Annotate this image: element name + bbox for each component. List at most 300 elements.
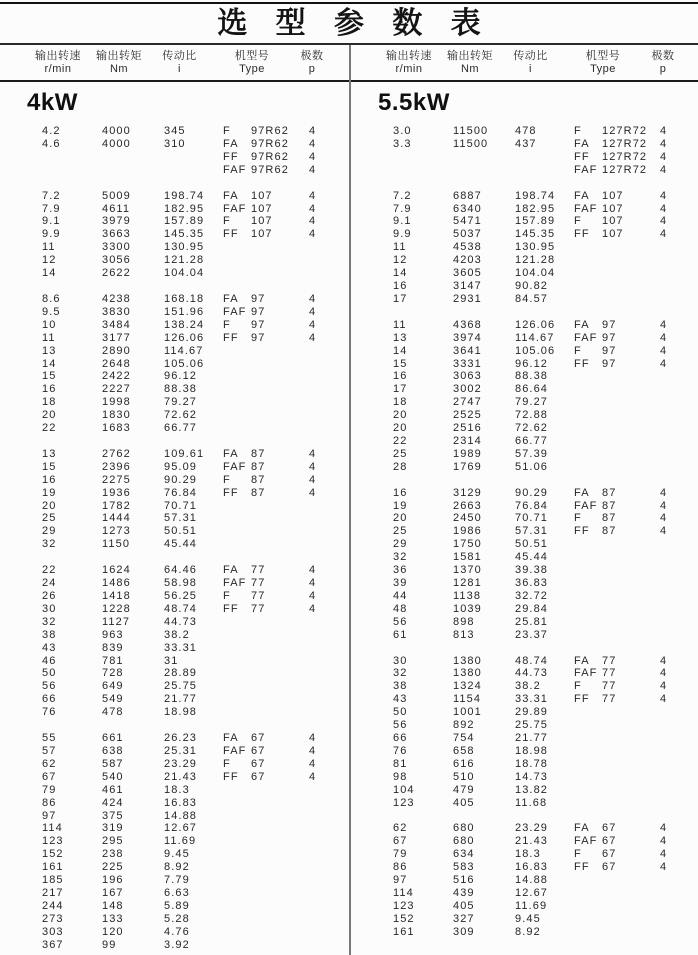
- output-torque-cell: 4368: [453, 318, 482, 331]
- table-row: [351, 590, 698, 603]
- table-row: [0, 474, 349, 487]
- output-torque-cell: 754: [453, 731, 475, 744]
- table-row: [0, 125, 349, 138]
- table-row: [0, 577, 349, 590]
- output-torque-cell: 99: [102, 938, 117, 951]
- output-speed-cell: 9.1: [42, 215, 61, 228]
- output-speed-cell: 7.2: [42, 189, 61, 202]
- output-speed-cell: 97: [393, 874, 408, 887]
- type-prefix-cell: [223, 706, 251, 719]
- output-torque-cell: 781: [102, 654, 124, 667]
- type-prefix-cell: [574, 603, 602, 616]
- table-row: [0, 306, 349, 319]
- output-speed-cell: 97: [42, 809, 57, 822]
- type-model-cell: 97: [251, 292, 266, 305]
- type-prefix-cell: [223, 409, 251, 422]
- type-prefix-cell: [574, 732, 602, 745]
- output-speed-cell: 15: [393, 357, 408, 370]
- output-torque-cell: 120: [102, 925, 124, 938]
- output-torque-cell: 540: [102, 770, 124, 783]
- type-prefix-cell: FA: [223, 732, 239, 745]
- poles-cell: [660, 448, 698, 461]
- output-torque-cell: 2314: [453, 434, 482, 447]
- ratio-cell: 66.77: [515, 434, 549, 447]
- type-prefix-cell: [574, 784, 602, 797]
- poles-cell: [309, 254, 349, 267]
- table-row: [0, 538, 349, 551]
- output-torque-cell: 661: [102, 732, 124, 745]
- type-model-cell: 87: [602, 525, 617, 538]
- type-prefix-cell: [223, 538, 251, 551]
- output-torque-cell: 3484: [102, 318, 131, 331]
- output-torque-cell: 3979: [102, 215, 131, 228]
- table-row: [351, 577, 698, 590]
- output-torque-cell: 1380: [453, 654, 482, 667]
- poles-cell: 4: [309, 125, 317, 137]
- output-speed-cell: 3.3: [393, 137, 412, 150]
- table-row: [0, 409, 349, 422]
- type-model-cell: 67: [251, 757, 266, 770]
- table-row: [351, 370, 698, 383]
- output-speed-cell: 22: [42, 422, 57, 435]
- type-model-cell: 97: [251, 318, 266, 331]
- table-row: [0, 926, 349, 939]
- poles-cell: [309, 797, 349, 810]
- page-title: 选 型 参 数 表: [217, 7, 491, 40]
- output-torque-cell: 5471: [453, 215, 482, 228]
- output-speed-cell: 152: [42, 848, 64, 861]
- poles-cell: [660, 254, 698, 267]
- table-row: [0, 203, 349, 216]
- output-speed-cell: 25: [393, 447, 408, 460]
- type-model-cell: [251, 680, 309, 693]
- output-torque-cell: 2663: [453, 499, 482, 512]
- column-header-label: 传动比: [162, 50, 197, 62]
- output-speed-cell: 19: [393, 499, 408, 512]
- ratio-cell: 5.28: [164, 912, 190, 925]
- type-model-cell: [251, 500, 309, 513]
- type-model-cell: [602, 241, 660, 254]
- ratio-cell: 16.83: [164, 796, 198, 809]
- ratio-cell: 64.46: [164, 564, 198, 577]
- ratio-cell: 23.29: [164, 757, 198, 770]
- poles-cell: [309, 409, 349, 422]
- ratio-cell: 3.92: [164, 938, 190, 951]
- type-model-cell: 77: [602, 654, 617, 667]
- poles-cell: [660, 564, 698, 577]
- output-speed-cell: 114: [42, 822, 63, 835]
- type-model-cell: [602, 435, 660, 448]
- type-prefix-cell: [574, 590, 602, 603]
- ratio-cell: 168.18: [164, 292, 205, 305]
- output-torque-cell: 319: [102, 822, 124, 835]
- table-row: [351, 629, 698, 642]
- gear-size-block: [351, 655, 698, 810]
- poles-cell: [660, 241, 698, 254]
- output-torque-cell: 3177: [102, 331, 131, 344]
- ratio-cell: 48.74: [515, 654, 549, 667]
- table-row: [351, 797, 698, 810]
- type-model-cell: 87: [251, 460, 266, 473]
- type-model-cell: [251, 667, 309, 680]
- output-speed-cell: 28: [393, 460, 408, 473]
- poles-cell: 4: [309, 305, 317, 318]
- type-model-cell: 97R62: [251, 150, 289, 163]
- ratio-cell: 21.43: [164, 770, 198, 783]
- table-row: [0, 913, 349, 926]
- output-torque-cell: 1418: [102, 590, 131, 602]
- ratio-cell: 8.92: [164, 861, 190, 874]
- output-torque-cell: 680: [453, 835, 475, 848]
- poles-cell: [309, 422, 349, 435]
- column-header-label: 输出转矩: [447, 50, 493, 62]
- type-prefix-cell: FAF: [223, 202, 247, 215]
- output-speed-cell: 9.9: [393, 228, 412, 241]
- poles-cell: 4: [309, 590, 317, 602]
- output-torque-cell: 2622: [102, 267, 131, 280]
- ratio-cell: 72.88: [515, 409, 549, 422]
- output-speed-cell: 32: [42, 538, 57, 551]
- poles-cell: [309, 913, 349, 926]
- output-torque-cell: 424: [102, 796, 124, 809]
- poles-cell: 4: [309, 473, 317, 486]
- table-half-5-5kW: [349, 45, 698, 955]
- ratio-cell: 12.67: [515, 886, 549, 899]
- output-torque-cell: 3641: [453, 344, 482, 357]
- output-torque-cell: 327: [453, 912, 475, 925]
- poles-cell: [660, 538, 698, 551]
- type-model-cell: [602, 745, 660, 758]
- type-prefix-cell: [223, 810, 251, 823]
- table-row: [351, 926, 698, 939]
- type-model-cell: 107: [602, 215, 624, 228]
- header-unit-row: [351, 63, 698, 76]
- column-header-unit: r/min: [44, 63, 72, 75]
- poles-cell: 4: [309, 744, 317, 757]
- poles-cell: [309, 822, 349, 835]
- ratio-cell: 86.64: [515, 383, 549, 396]
- poles-cell: [660, 396, 698, 409]
- output-torque-cell: 583: [453, 861, 475, 874]
- type-model-cell: 97: [602, 331, 617, 344]
- type-prefix-cell: FAF: [574, 202, 598, 215]
- poles-cell: [309, 655, 349, 668]
- output-speed-cell: 16: [42, 383, 57, 396]
- ratio-cell: 66.77: [164, 422, 198, 435]
- output-speed-cell: 16: [393, 370, 408, 383]
- table-row: [351, 293, 698, 306]
- table-row: [351, 151, 698, 164]
- output-speed-cell: 3.0: [393, 125, 412, 137]
- ratio-cell: 11.69: [515, 899, 548, 912]
- type-model-cell: 97: [602, 344, 617, 357]
- output-torque-cell: [453, 164, 515, 177]
- table-row: [0, 267, 349, 280]
- type-model-cell: [602, 396, 660, 409]
- poles-cell: 4: [660, 202, 668, 215]
- type-model-cell: 97: [251, 305, 266, 318]
- output-torque-cell: 1281: [453, 577, 482, 589]
- type-prefix-cell: [574, 538, 602, 551]
- type-prefix-cell: FAF: [223, 163, 247, 176]
- type-prefix-cell: [574, 370, 602, 383]
- table-row: [0, 655, 349, 668]
- gear-size-block: [0, 190, 349, 280]
- output-torque-cell: 839: [102, 641, 124, 654]
- type-model-cell: [251, 874, 309, 887]
- poles-cell: [660, 926, 698, 939]
- ratio-cell: [164, 151, 223, 164]
- output-speed-cell: 86: [393, 861, 408, 874]
- ratio-cell: 25.75: [515, 719, 549, 732]
- type-model-cell: [602, 293, 660, 306]
- type-prefix-cell: [223, 939, 251, 952]
- output-torque-cell: 3974: [453, 331, 482, 344]
- poles-cell: [309, 500, 349, 513]
- output-speed-cell: 9.1: [393, 215, 412, 228]
- output-speed-cell: 13: [393, 331, 408, 344]
- type-model-cell: [251, 538, 309, 551]
- poles-cell: 4: [660, 150, 668, 163]
- ratio-cell: 51.06: [515, 460, 549, 473]
- type-prefix-cell: FA: [223, 564, 239, 577]
- poles-cell: 4: [309, 202, 317, 215]
- type-prefix-cell: FF: [574, 525, 590, 538]
- top-rule: [0, 2, 698, 4]
- type-model-cell: 77: [602, 667, 617, 680]
- header-unit-row: [0, 63, 349, 76]
- poles-cell: 4: [309, 318, 317, 331]
- table-row: [0, 461, 349, 474]
- type-model-cell: [251, 913, 309, 926]
- ratio-cell: 114.67: [515, 331, 555, 344]
- type-prefix-cell: [574, 577, 602, 590]
- column-header-label: 机型号: [585, 50, 621, 62]
- output-torque-cell: 2275: [102, 473, 131, 486]
- output-speed-cell: 66: [393, 731, 408, 744]
- table-row: [0, 151, 349, 164]
- poles-cell: 4: [309, 460, 317, 473]
- output-speed-cell: 29: [393, 538, 408, 551]
- table-row: [0, 629, 349, 642]
- table-row: [351, 874, 698, 887]
- output-torque-cell: 1486: [102, 577, 131, 590]
- poles-cell: [660, 435, 698, 448]
- ratio-cell: 310: [164, 137, 186, 150]
- output-torque-cell: 196: [102, 874, 124, 887]
- type-prefix-cell: FF: [574, 861, 590, 874]
- ratio-cell: 23.37: [515, 628, 549, 641]
- output-torque-cell: 6887: [453, 189, 482, 202]
- output-speed-cell: 81: [393, 757, 408, 770]
- column-header-unit: Nm: [109, 63, 129, 75]
- poles-cell: 4: [309, 228, 317, 241]
- type-model-cell: [602, 280, 660, 293]
- output-torque-cell: 892: [453, 719, 475, 732]
- type-model-cell: [602, 551, 660, 564]
- type-prefix-cell: F: [574, 215, 582, 228]
- column-header-label: 传动比: [513, 50, 548, 62]
- ratio-cell: 50.51: [515, 538, 549, 551]
- ratio-cell: 4.76: [164, 925, 190, 938]
- ratio-cell: 157.89: [515, 215, 556, 228]
- table-row: [351, 422, 698, 435]
- output-speed-cell: 4.2: [42, 125, 61, 137]
- column-header-unit: p: [308, 63, 316, 75]
- type-prefix-cell: [223, 267, 251, 280]
- ratio-cell: 198.74: [515, 189, 556, 202]
- type-prefix-cell: [574, 758, 602, 771]
- ratio-cell: 130.95: [515, 241, 556, 254]
- output-torque-cell: 634: [453, 848, 475, 861]
- type-model-cell: 87: [602, 499, 617, 512]
- output-speed-cell: 62: [42, 757, 57, 770]
- type-prefix-cell: [223, 874, 251, 887]
- header-label-row: [0, 50, 349, 63]
- ratio-cell: 50.51: [164, 525, 198, 538]
- type-prefix-cell: FA: [574, 486, 590, 499]
- output-torque-cell: 3300: [102, 241, 131, 254]
- type-model-cell: 77: [251, 602, 266, 615]
- output-torque-cell: 3663: [102, 228, 131, 241]
- type-model-cell: [251, 835, 309, 848]
- output-torque-cell: 478: [102, 706, 124, 719]
- output-speed-cell: 123: [393, 796, 415, 809]
- poles-cell: 4: [309, 486, 317, 499]
- type-prefix-cell: FF: [223, 486, 239, 499]
- output-speed-cell: 11: [393, 318, 407, 331]
- ratio-cell: 23.29: [515, 822, 549, 835]
- table-row: [0, 732, 349, 745]
- ratio-cell: 7.79: [164, 874, 190, 887]
- poles-cell: 4: [660, 228, 668, 241]
- type-model-cell: 127R72: [602, 125, 648, 137]
- table-row: [351, 138, 698, 151]
- output-speed-cell: 32: [42, 615, 57, 628]
- type-model-cell: [251, 267, 309, 280]
- output-speed-cell: 152: [393, 912, 415, 925]
- poles-cell: 4: [309, 189, 317, 202]
- type-model-cell: [602, 254, 660, 267]
- column-header-label: 极数: [651, 50, 675, 62]
- poles-cell: [309, 680, 349, 693]
- type-model-cell: 67: [251, 770, 266, 783]
- output-torque-cell: 1683: [102, 422, 131, 435]
- type-prefix-cell: [223, 642, 251, 655]
- ratio-cell: 57.31: [515, 525, 549, 538]
- ratio-cell: 25.81: [515, 615, 549, 628]
- table-row: [351, 435, 698, 448]
- table-row: [351, 525, 698, 538]
- ratio-cell: 6.63: [164, 886, 190, 899]
- ratio-cell: 88.38: [515, 370, 549, 383]
- poles-cell: 4: [660, 189, 668, 202]
- table-row: [0, 164, 349, 177]
- output-speed-cell: 76: [393, 744, 408, 757]
- output-speed-cell: 244: [42, 899, 64, 912]
- poles-cell: 4: [660, 822, 668, 835]
- poles-cell: 4: [660, 667, 668, 680]
- poles-cell: 4: [309, 602, 317, 615]
- type-model-cell: 77: [602, 693, 617, 706]
- output-torque-cell: 6340: [453, 202, 482, 215]
- type-prefix-cell: F: [574, 512, 582, 525]
- table-row: [0, 512, 349, 525]
- ratio-cell: 18.98: [515, 744, 549, 757]
- table-row: [0, 396, 349, 409]
- type-model-cell: [251, 396, 309, 409]
- ratio-cell: [515, 151, 574, 164]
- poles-cell: [660, 913, 698, 926]
- output-speed-cell: 56: [393, 719, 408, 732]
- output-torque-cell: 375: [102, 809, 124, 822]
- ratio-cell: 14.73: [515, 770, 549, 783]
- table-columns: [0, 45, 698, 955]
- ratio-cell: 72.62: [164, 409, 198, 422]
- ratio-cell: 14.88: [515, 874, 549, 887]
- poles-cell: 4: [660, 654, 668, 667]
- type-model-cell: 97: [602, 318, 617, 331]
- type-prefix-cell: FA: [223, 137, 239, 150]
- poles-cell: [660, 797, 698, 810]
- type-prefix-cell: [574, 396, 602, 409]
- output-torque-cell: 1782: [102, 499, 131, 512]
- output-speed-cell: 14: [42, 267, 57, 280]
- type-prefix-cell: FAF: [574, 331, 598, 344]
- table-half-4kW: [0, 45, 349, 955]
- table-row: [0, 383, 349, 396]
- type-prefix-cell: [223, 370, 251, 383]
- output-speed-cell: 8.6: [42, 292, 61, 305]
- ratio-cell: 437: [515, 137, 537, 150]
- type-prefix-cell: [223, 422, 251, 435]
- ratio-cell: 45.44: [164, 538, 198, 551]
- output-torque-cell: [102, 151, 164, 164]
- type-model-cell: [602, 370, 660, 383]
- ratio-cell: 88.38: [164, 383, 198, 396]
- output-speed-cell: [393, 164, 453, 177]
- output-speed-cell: 29: [42, 525, 57, 538]
- output-speed-cell: 16: [42, 473, 57, 486]
- output-torque-cell: 1986: [453, 525, 482, 538]
- type-prefix-cell: FF: [574, 150, 590, 163]
- output-torque-cell: 1769: [453, 460, 482, 473]
- type-prefix-cell: F: [223, 125, 231, 137]
- type-model-cell: 107: [251, 202, 273, 215]
- output-speed-cell: 15: [42, 370, 57, 383]
- output-torque-cell: 225: [102, 861, 124, 874]
- poles-cell: [660, 409, 698, 422]
- type-model-cell: 77: [251, 564, 266, 577]
- ratio-cell: 126.06: [515, 318, 556, 331]
- type-prefix-cell: [574, 926, 602, 939]
- type-prefix-cell: F: [223, 590, 231, 602]
- ratio-cell: 130.95: [164, 241, 205, 254]
- table-row: [0, 228, 349, 241]
- poles-cell: 4: [660, 331, 668, 344]
- poles-cell: [660, 616, 698, 629]
- output-speed-cell: 367: [42, 938, 64, 951]
- type-model-cell: [251, 655, 309, 668]
- type-model-cell: [251, 939, 309, 952]
- ratio-cell: 21.43: [515, 835, 549, 848]
- type-prefix-cell: [574, 254, 602, 267]
- output-speed-cell: 12: [393, 254, 408, 267]
- type-prefix-cell: [574, 293, 602, 306]
- table-row: [351, 267, 698, 280]
- table-row: [0, 190, 349, 203]
- type-prefix-cell: FAF: [574, 499, 598, 512]
